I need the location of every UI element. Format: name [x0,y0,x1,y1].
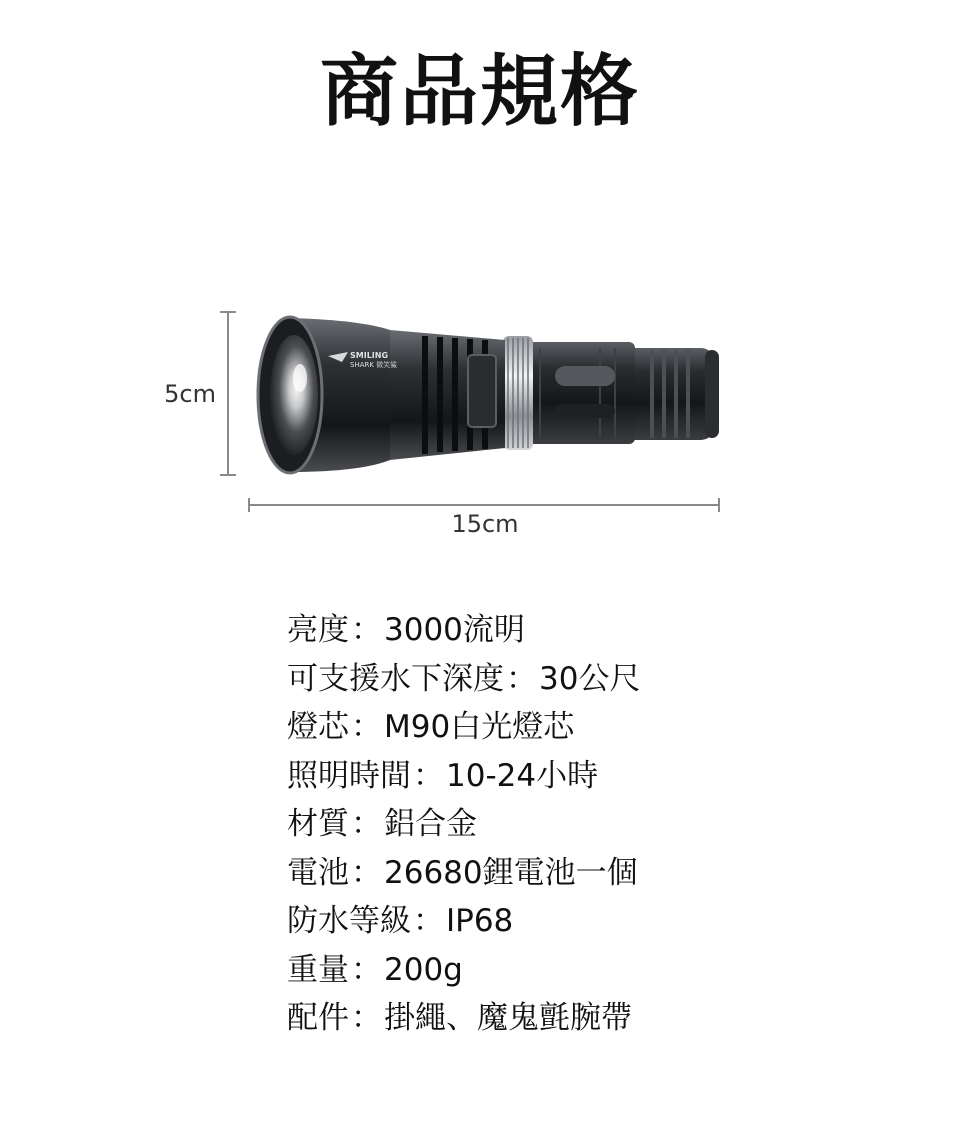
spec-separator: ： [351,612,382,648]
spec-value: 3000流明 [384,612,525,648]
spec-value: 掛繩、魔鬼氈腕帶 [384,1000,632,1036]
spec-row [287,800,927,849]
spec-row [287,946,927,995]
spec-value: 30公尺 [539,660,641,697]
spec-row [287,606,927,655]
spec-list [287,606,927,1043]
spec-label: 電池 [287,854,349,891]
spec-separator: ： [351,806,382,842]
flashlight-product-image [250,300,730,490]
spec-separator: ： [351,709,382,745]
height-dimension-line [220,311,236,476]
spec-label: 可支援水下深度 [287,660,504,697]
spec-row [287,703,927,752]
spec-separator: ： [413,757,444,794]
spec-label: 重量 [287,951,349,988]
spec-value: 10-24小時 [446,757,599,794]
spec-row [287,655,927,704]
spec-separator: ： [351,1000,382,1036]
spec-separator: ： [506,660,537,697]
spec-separator: ： [413,903,444,939]
spec-value: IP68 [446,903,514,939]
page-title: 商品規格 [319,47,640,137]
spec-value: 26680鋰電池一個 [384,854,638,891]
spec-row [287,994,927,1043]
height-dimension-label: 5cm [164,380,216,408]
spec-value: 鋁合金 [384,806,477,842]
spec-row [287,849,927,898]
spec-label: 防水等級 [287,903,411,939]
spec-label: 燈芯 [287,709,349,745]
spec-value: 200g [384,951,463,988]
spec-label: 材質 [287,806,349,842]
spec-row [287,897,927,946]
spec-separator: ： [351,854,382,891]
spec-label: 照明時間 [287,757,411,794]
spec-separator: ： [351,951,382,988]
spec-row [287,752,927,801]
brand-logo-text-1: SMILING [350,351,389,360]
spec-label: 配件 [287,1000,349,1036]
spec-label: 亮度 [287,612,349,648]
length-dimension-label: 15cm [451,510,519,538]
spec-value: M90白光燈芯 [384,709,575,745]
brand-logo-text-2: SHARK 微笑鯊 [350,361,398,369]
